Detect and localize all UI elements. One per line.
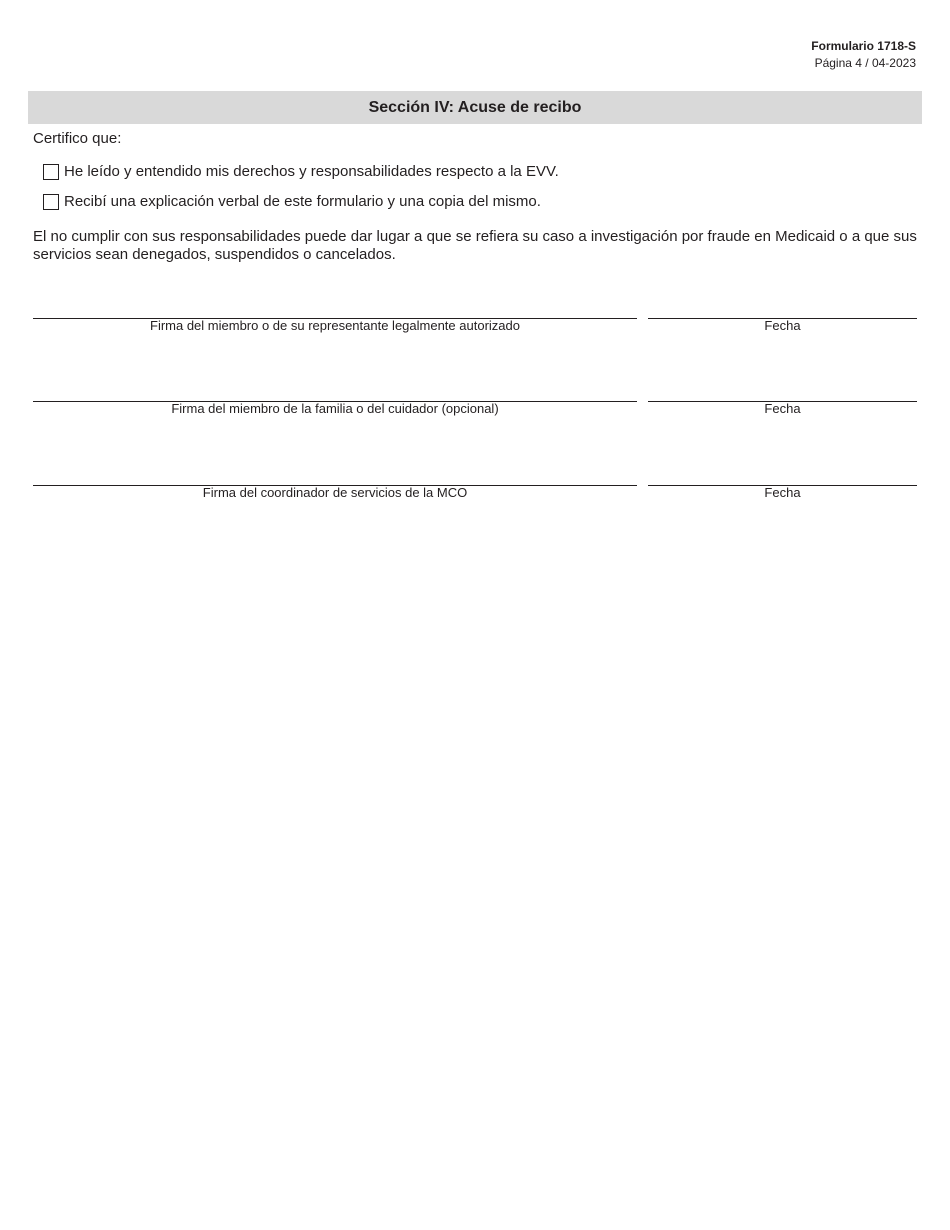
explanation-checkbox-label: Recibí una explicación verbal de este formulario y una copia del mismo. [64,192,541,210]
explanation-checkbox[interactable] [43,194,59,210]
coordinator-signature-label: Firma del coordinador de servicios de la MCO [202,485,468,500]
page-info: Página 4 / 04-2023 [814,56,916,70]
coordinator-date-field[interactable] [648,485,917,500]
section-title: Sección IV: Acuse de recibo [368,98,582,116]
family-date-label: Fecha [764,401,801,416]
certify-label: Certifico que: [33,130,122,147]
coordinator-date-label: Fecha [764,485,801,500]
rights-checkbox-label: He leído y entendido mis derechos y responsabilidades respecto a la EVV. [64,162,559,180]
checkbox-row-explanation[interactable] [43,192,541,210]
member-date-field[interactable] [648,318,917,333]
checkbox-row-rights[interactable] [43,162,559,180]
member-signature-field[interactable] [33,318,637,333]
member-signature-label: Firma del miembro o de su representante legalmente autorizado [150,318,520,333]
form-header [811,38,916,72]
family-date-field[interactable] [648,401,917,416]
form-number: Formulario 1718-S [811,39,916,53]
family-signature-label: Firma del miembro de la familia o del cuidador (opcional) [171,401,499,416]
member-date-label: Fecha [764,318,801,333]
family-signature-field[interactable] [33,401,637,416]
coordinator-signature-field[interactable] [33,485,637,500]
rights-checkbox[interactable] [43,164,59,180]
section-title-bar [28,91,922,124]
warning-text: El no cumplir con sus responsabilidades puede dar lugar a que se refiera su caso a investigación por fraude en Medicaid o a que sus servicios sean denegados, suspendidos o cancelados. [33,228,917,263]
